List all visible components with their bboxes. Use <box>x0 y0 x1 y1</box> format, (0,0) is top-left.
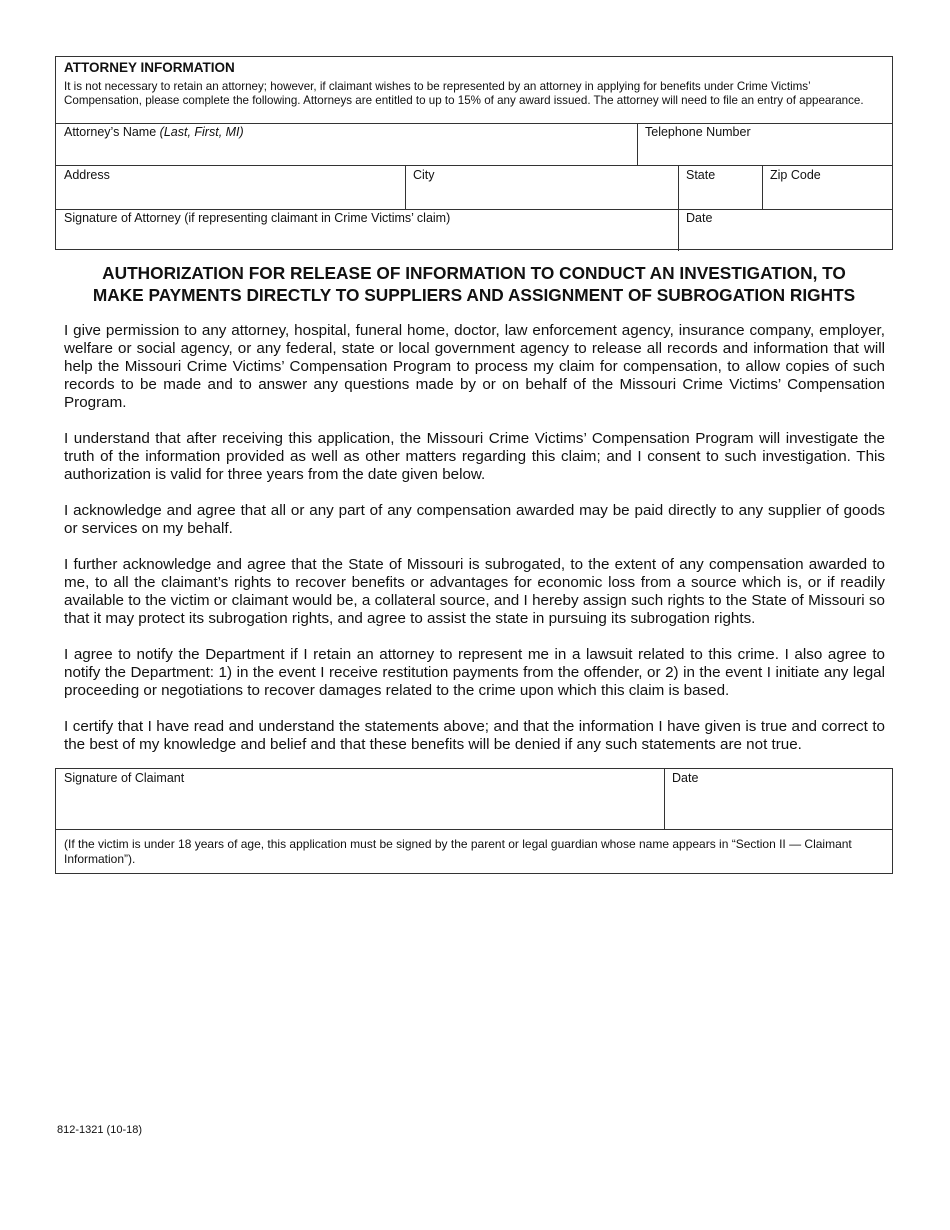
claimant-date-field[interactable] <box>664 769 892 829</box>
attorney-phone-label: Telephone Number <box>645 125 751 139</box>
attorney-name-label: Attorney’s Name <box>64 125 157 139</box>
claimant-date-label: Date <box>672 771 699 785</box>
attorney-information-section <box>55 56 893 250</box>
attorney-state-field[interactable] <box>678 166 762 209</box>
attorney-address-field[interactable] <box>56 166 405 209</box>
attorney-section-heading: ATTORNEY INFORMATION <box>64 60 235 75</box>
attorney-signature-field[interactable] <box>56 209 678 249</box>
authorization-statements <box>64 322 885 772</box>
form-number: 812-1321 (10-18) <box>57 1124 143 1136</box>
minor-signature-note: (If the victim is under 18 years of age, this application must be signed by the parent or legal guardian whose name appears in “Section II — Claimant Information”). <box>64 837 852 866</box>
authorization-title-line-1: AUTHORIZATION FOR RELEASE OF INFORMATION TO CONDUCT AN INVESTIGATION, TO <box>102 263 846 283</box>
attorney-signature-label: Signature of Attorney (if representing claimant in Crime Victims’ claim) <box>64 211 451 225</box>
notification-paragraph: I agree to notify the Department if I retain an attorney to represent me in a lawsuit related to this crime. I also agree to notify the Department: 1) in the event I receive restitution payments from the offender, or 2) in the event I initiate any legal proceeding or negotiations to recover damages related to the crime upon which this claim is based. <box>64 646 885 699</box>
divider <box>56 829 892 830</box>
direct-payment-paragraph: I acknowledge and agree that all or any part of any compensation awarded may be paid directly to any supplier of goods or services on my behalf. <box>64 502 885 537</box>
attorney-state-label: State <box>686 168 716 182</box>
claimant-signature-label: Signature of Claimant <box>64 771 185 785</box>
attorney-date-label: Date <box>686 211 713 225</box>
investigation-consent-paragraph: I understand that after receiving this application, the Missouri Crime Victims’ Compensation Program will investigate the truth of the information provided as well as other matters regarding this claim; and I consent to such investigation. This authorization is valid for three years from the date given below. <box>64 430 885 483</box>
attorney-name-field[interactable] <box>56 123 637 165</box>
attorney-zip-field[interactable] <box>762 166 892 209</box>
authorization-title <box>55 262 893 306</box>
authorization-title-line-2: MAKE PAYMENTS DIRECTLY TO SUPPLIERS AND ASSIGNMENT OF SUBROGATION RIGHTS <box>92 285 856 305</box>
attorney-instructions: It is not necessary to retain an attorney; however, if claimant wishes to be represented by an attorney in applying for benefits under Crime Victims’ Compensation, please complete the following. Attorneys are entitled to up to 15% of any award issued. The attorney will need to file an entry of appearance. <box>64 80 864 107</box>
attorney-city-label: City <box>413 168 435 182</box>
certification-paragraph: I certify that I have read and understand the statements above; and that the information I have given is true and correct to the best of my knowledge and belief and that these benefits will be denied if any such statements are not true. <box>64 718 885 753</box>
attorney-zip-label: Zip Code <box>770 168 821 182</box>
subrogation-paragraph: I further acknowledge and agree that the State of Missouri is subrogated, to the extent of any compensation awarded to me, to all the claimant’s rights to recover benefits or advantages for economic loss from a source which is, or if readily available to the victim or claimant would be, a collateral source, and I hereby assign such rights to the State of Missouri so that it may protect its subrogation rights, and agree to assist the state in pursuing its subrogation rights. <box>64 556 885 627</box>
attorney-phone-field[interactable] <box>637 123 892 165</box>
claimant-signature-field[interactable] <box>56 769 664 829</box>
attorney-city-field[interactable] <box>405 166 678 209</box>
release-permission-paragraph: I give permission to any attorney, hospital, funeral home, doctor, law enforcement agency, insurance company, employer, welfare or social agency, or any federal, state or local government agency to release all records and information that will help the Missouri Crime Victims’ Compensation Program to process my claim for compensation, to allow copies of such records to be made and to answer any questions made by or on behalf of the Missouri Crime Victims’ Compensation Program. <box>64 322 885 411</box>
attorney-address-label: Address <box>64 168 110 182</box>
attorney-name-hint: (Last, First, MI) <box>159 125 244 139</box>
claimant-signature-section <box>55 768 893 874</box>
attorney-date-field[interactable] <box>678 209 892 249</box>
